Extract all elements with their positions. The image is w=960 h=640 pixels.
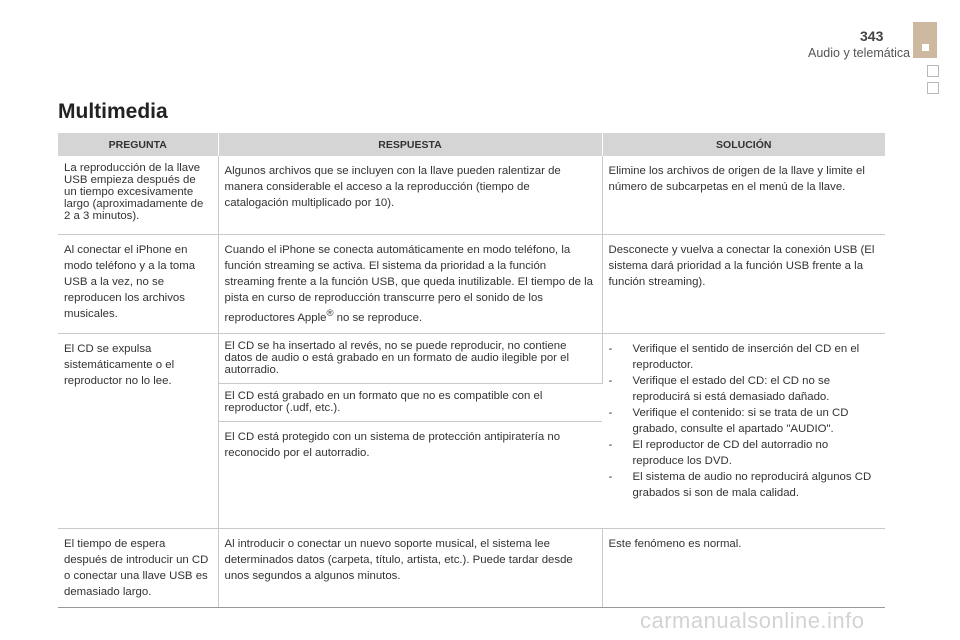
solution-cell: Desconecte y vuelva a conectar la conexión USB (El sistema dará prioridad a la función USB frente a la función streaming).	[602, 235, 885, 334]
chapter-tab[interactable]	[927, 82, 939, 94]
watermark: carmanualsonline.info	[640, 608, 865, 633]
answer-text-tail: no se reproduce.	[333, 311, 423, 324]
answer-cell: El CD está protegido con un sistema de protección antipiratería no reconocido por el autorradio.	[218, 422, 602, 529]
answer-text: Cuando el iPhone se conecta automáticamente en modo teléfono, la función streaming se activa. El sistema da prioridad a la función streaming frente a la función USB, que queda inutilizable. El tiempo de la pista en curso de reproducción transcurre pero el sonido de los reproductores Apple	[224, 244, 594, 324]
registered-mark: ®	[326, 308, 334, 319]
chapter-tab-active[interactable]	[913, 22, 937, 58]
list-item: - El sistema de audio no reproducirá algunos CD grabados si son de mala calidad.	[609, 469, 880, 501]
solution-list	[609, 341, 880, 501]
question-cell: El tiempo de espera después de introducir un CD o conectar una llave USB es demasiado largo.	[58, 529, 218, 608]
solution-cell: Elimine los archivos de origen de la llave y limite el número de subcarpetas en el menú de la llave.	[602, 156, 885, 235]
column-header-pregunta: PREGUNTA	[58, 133, 218, 156]
square-marker-icon	[922, 44, 929, 51]
table-row	[58, 529, 885, 608]
list-item: - El reproductor de CD del autorradio no reproduce los DVD.	[609, 437, 880, 469]
list-item: - Verifique el contenido: si se trata de un CD grabado, consulte el apartado "AUDIO".	[609, 405, 880, 437]
solution-cell: Este fenómeno es normal.	[602, 529, 885, 608]
table-row	[58, 235, 885, 334]
column-header-respuesta: RESPUESTA	[218, 133, 602, 156]
question-cell: El CD se expulsa sistemáticamente o el reproductor no lo lee.	[58, 334, 218, 529]
troubleshooting-table	[58, 133, 885, 608]
table-row	[58, 156, 885, 235]
column-header-solucion: SOLUCIÓN	[602, 133, 885, 156]
answer-cell: El CD se ha insertado al revés, no se puede reproducir, no contiene datos de audio o está grabado en un formato de audio ilegible por el autorradio.	[218, 334, 602, 384]
solution-cell	[602, 334, 885, 529]
question-cell: La reproducción de la llave USB empieza después de un tiempo excesivamente largo (aproximadamente de 2 a 3 minutos).	[58, 156, 218, 235]
question-cell: Al conectar el iPhone en modo teléfono y a la toma USB a la vez, no se reproducen los archivos musicales.	[58, 235, 218, 334]
answer-cell: Algunos archivos que se incluyen con la llave pueden ralentizar de manera considerable el acceso a la reproducción (tiempo de catalogación multiplicado por 10).	[218, 156, 602, 235]
table-header-row	[58, 133, 885, 156]
list-item: - Verifique el estado del CD: el CD no se reproducirá si está demasiado dañado.	[609, 373, 880, 405]
chapter-tab[interactable]	[927, 65, 939, 77]
table-row	[58, 334, 885, 384]
answer-cell	[218, 235, 602, 334]
answer-cell: El CD está grabado en un formato que no es compatible con el reproductor (.udf, etc.).	[218, 384, 602, 422]
answer-cell: Al introducir o conectar un nuevo soporte musical, el sistema lee determinados datos (carpeta, título, artista, etc.). Puede tardar desde unos segundos a algunos minutos.	[218, 529, 602, 608]
section-title: Audio y telemática	[808, 46, 911, 60]
page-number: 343	[860, 28, 884, 44]
page-heading: Multimedia	[58, 100, 168, 123]
list-item: - Verifique el sentido de inserción del CD en el reproductor.	[609, 341, 880, 373]
